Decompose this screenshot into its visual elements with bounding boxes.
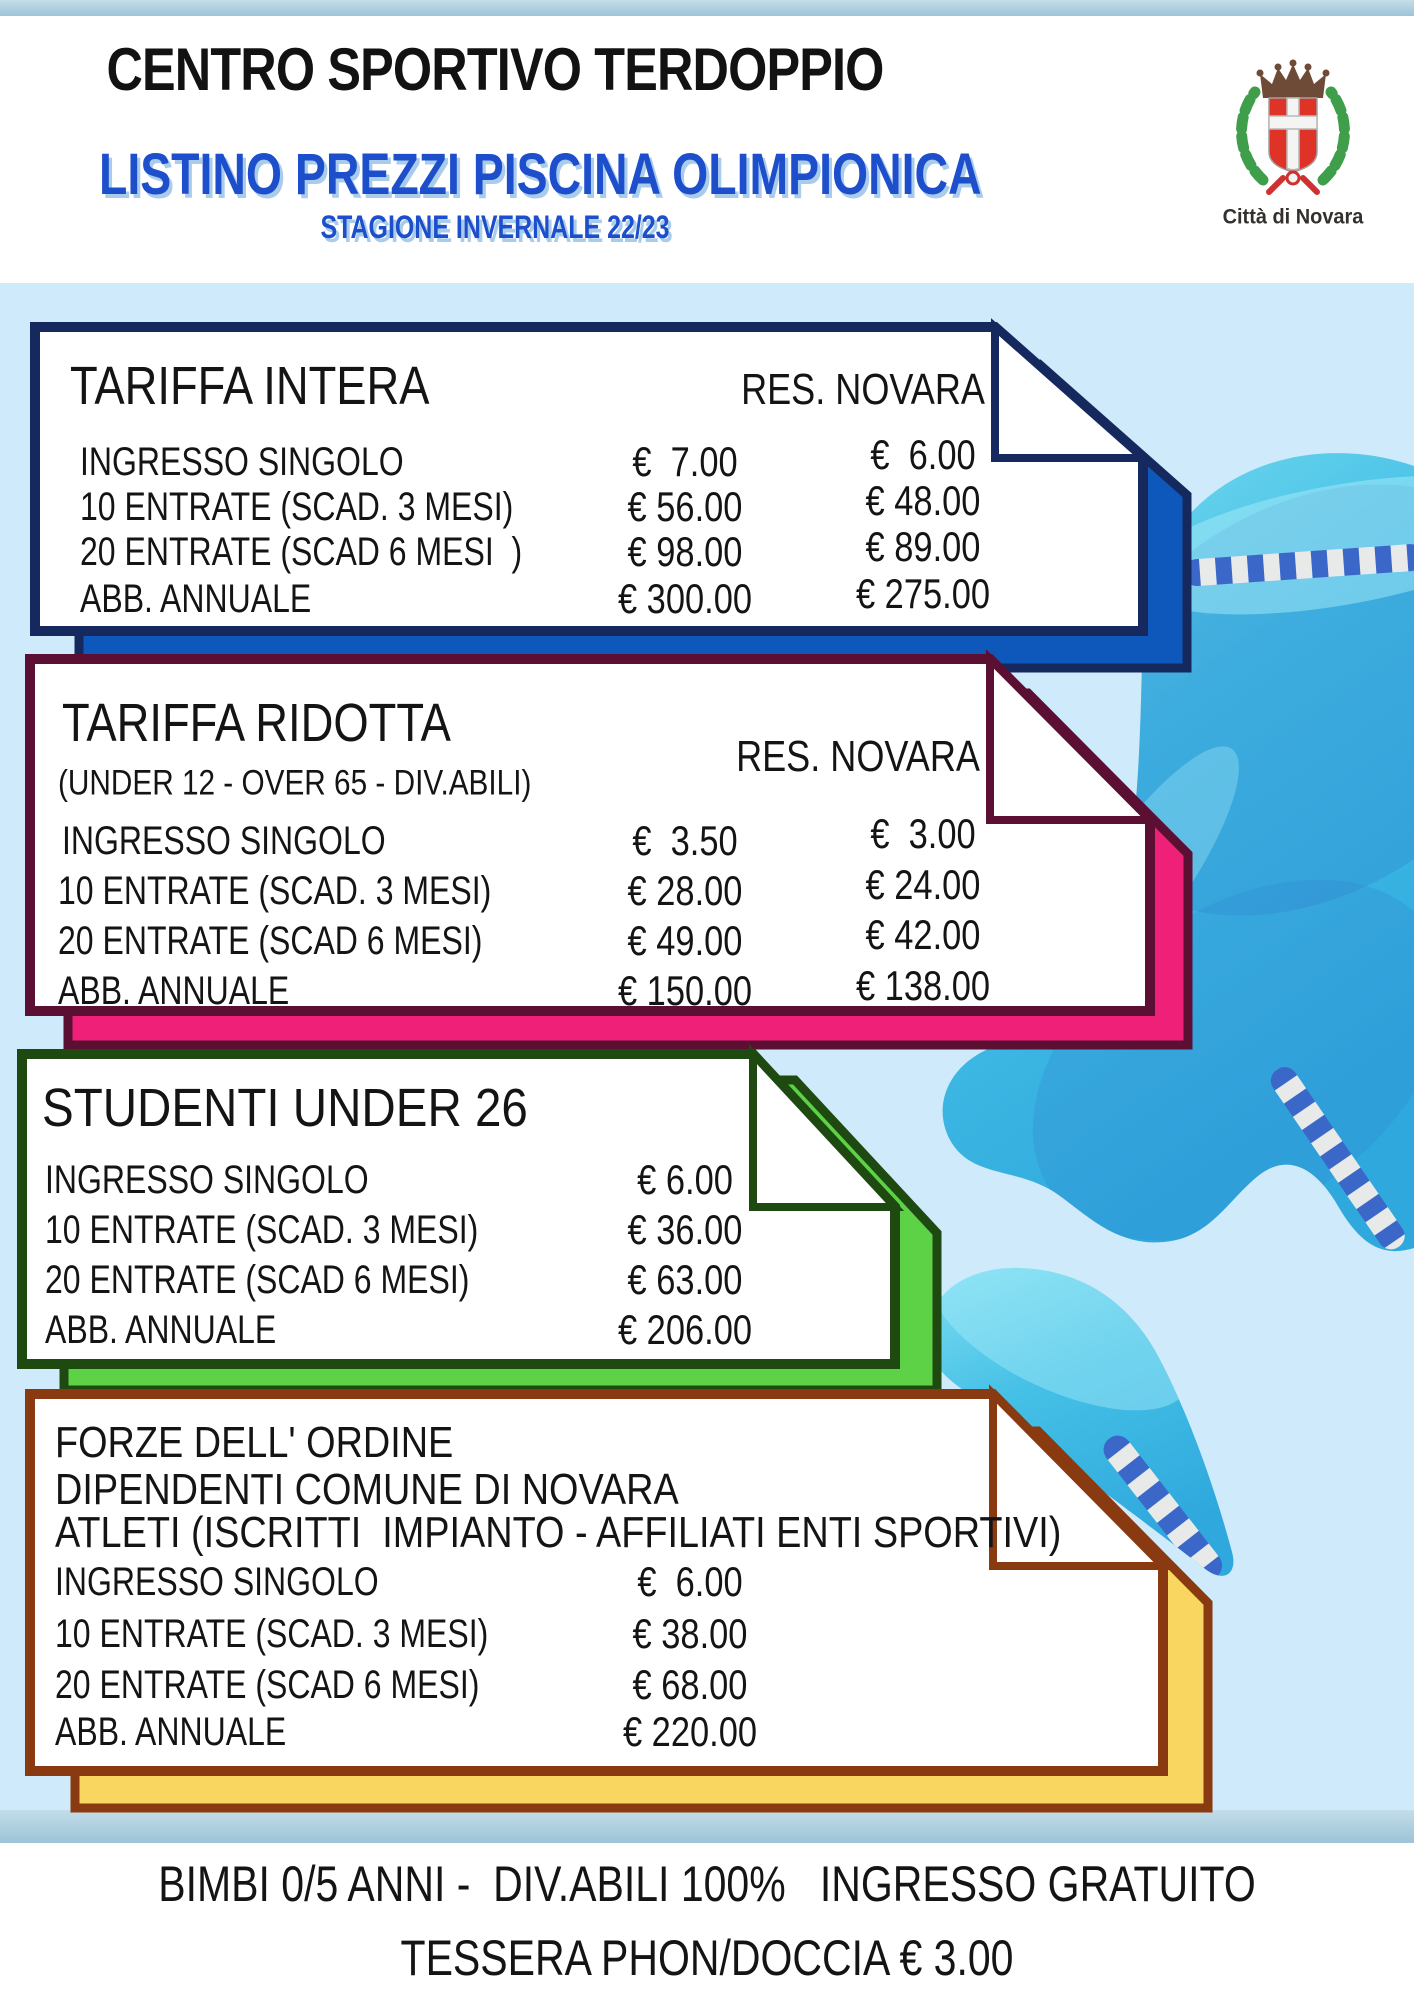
row-price: € 7.00 — [632, 438, 738, 485]
footer-free-entry-note: BIMBI 0/5 ANNI - DIV.ABILI 100% INGRESSO GRATUITO — [158, 1856, 1256, 1912]
page-title: CENTRO SPORTIVO TERDOPPIO — [106, 36, 884, 103]
row-price: € 220.00 — [622, 1708, 758, 1755]
row-res-price: € 3.00 — [870, 810, 976, 857]
row-price: € 36.00 — [627, 1206, 743, 1253]
crown-icon — [1260, 64, 1326, 98]
row-price: € 206.00 — [617, 1306, 753, 1353]
card-4-title-line: FORZE DELL' ORDINE — [55, 1418, 454, 1467]
card-4-title-line: ATLETI (ISCRITTI IMPIANTO - AFFILIATI ENTI SPORTIVI) — [55, 1508, 1062, 1557]
row-label: ABB. ANNUALE — [55, 1710, 287, 1754]
row-res-price: € 6.00 — [870, 431, 976, 478]
row-price: € 28.00 — [627, 867, 743, 914]
logo-caption: Città di Novara — [1222, 205, 1364, 229]
row-price: € 3.50 — [632, 817, 738, 864]
row-label: INGRESSO SINGOLO — [55, 1560, 379, 1604]
row-price: € 38.00 — [632, 1610, 748, 1657]
row-label: INGRESSO SINGOLO — [45, 1158, 369, 1202]
row-price: € 150.00 — [617, 967, 753, 1014]
row-label: ABB. ANNUALE — [58, 969, 290, 1013]
row-res-price: € 48.00 — [865, 477, 981, 524]
row-price: € 63.00 — [627, 1256, 743, 1303]
top-edge-strip — [0, 0, 1414, 16]
row-label: ABB. ANNUALE — [80, 577, 312, 621]
card-1-res-novara-header: RES. NOVARA — [741, 365, 985, 414]
row-res-price: € 89.00 — [865, 523, 981, 570]
row-price: € 6.00 — [637, 1156, 733, 1203]
card-2-subtitle: (UNDER 12 - OVER 65 - DIV.ABILI) — [58, 763, 532, 803]
row-price: € 49.00 — [627, 917, 743, 964]
laurel-branch-left — [1242, 92, 1263, 180]
card-4-title-line: DIPENDENTI COMUNE DI NOVARA — [55, 1465, 679, 1514]
season-label: STAGIONE INVERNALE 22/23 — [320, 209, 670, 245]
row-res-price: € 42.00 — [865, 911, 981, 958]
row-label: 20 ENTRATE (SCAD 6 MESI) — [58, 919, 483, 963]
card-1-title: TARIFFA INTERA — [70, 356, 430, 416]
row-label: 20 ENTRATE (SCAD 6 MESI ) — [80, 530, 523, 574]
novara-crest-logo — [1242, 60, 1345, 193]
card-2-title: TARIFFA RIDOTTA — [62, 693, 451, 753]
footer-shower-card-note: TESSERA PHON/DOCCIA € 3.00 — [400, 1930, 1014, 1986]
row-label: 10 ENTRATE (SCAD. 3 MESI) — [45, 1208, 479, 1252]
row-label: 20 ENTRATE (SCAD 6 MESI) — [45, 1258, 470, 1302]
row-label: ABB. ANNUALE — [45, 1308, 277, 1352]
row-price: € 300.00 — [617, 575, 753, 622]
row-label: INGRESSO SINGOLO — [80, 440, 404, 484]
row-price: € 98.00 — [627, 528, 743, 575]
row-price: € 56.00 — [627, 483, 743, 530]
row-res-price: € 275.00 — [855, 570, 991, 617]
row-label: 10 ENTRATE (SCAD. 3 MESI) — [80, 485, 514, 529]
bottom-edge-strip — [0, 1810, 1414, 1843]
card-3-title: STUDENTI UNDER 26 — [42, 1078, 528, 1138]
row-label: 20 ENTRATE (SCAD 6 MESI) — [55, 1663, 480, 1707]
card-2-res-novara-header: RES. NOVARA — [736, 732, 980, 781]
page-subtitle: LISTINO PREZZI PISCINA OLIMPIONICA — [99, 142, 982, 207]
row-price: € 68.00 — [632, 1661, 748, 1708]
row-res-price: € 24.00 — [865, 861, 981, 908]
row-label: 10 ENTRATE (SCAD. 3 MESI) — [58, 869, 492, 913]
row-res-price: € 138.00 — [855, 962, 991, 1009]
row-price: € 6.00 — [637, 1558, 743, 1605]
row-label: 10 ENTRATE (SCAD. 3 MESI) — [55, 1612, 489, 1656]
laurel-branch-right — [1323, 92, 1344, 180]
row-label: INGRESSO SINGOLO — [62, 819, 386, 863]
